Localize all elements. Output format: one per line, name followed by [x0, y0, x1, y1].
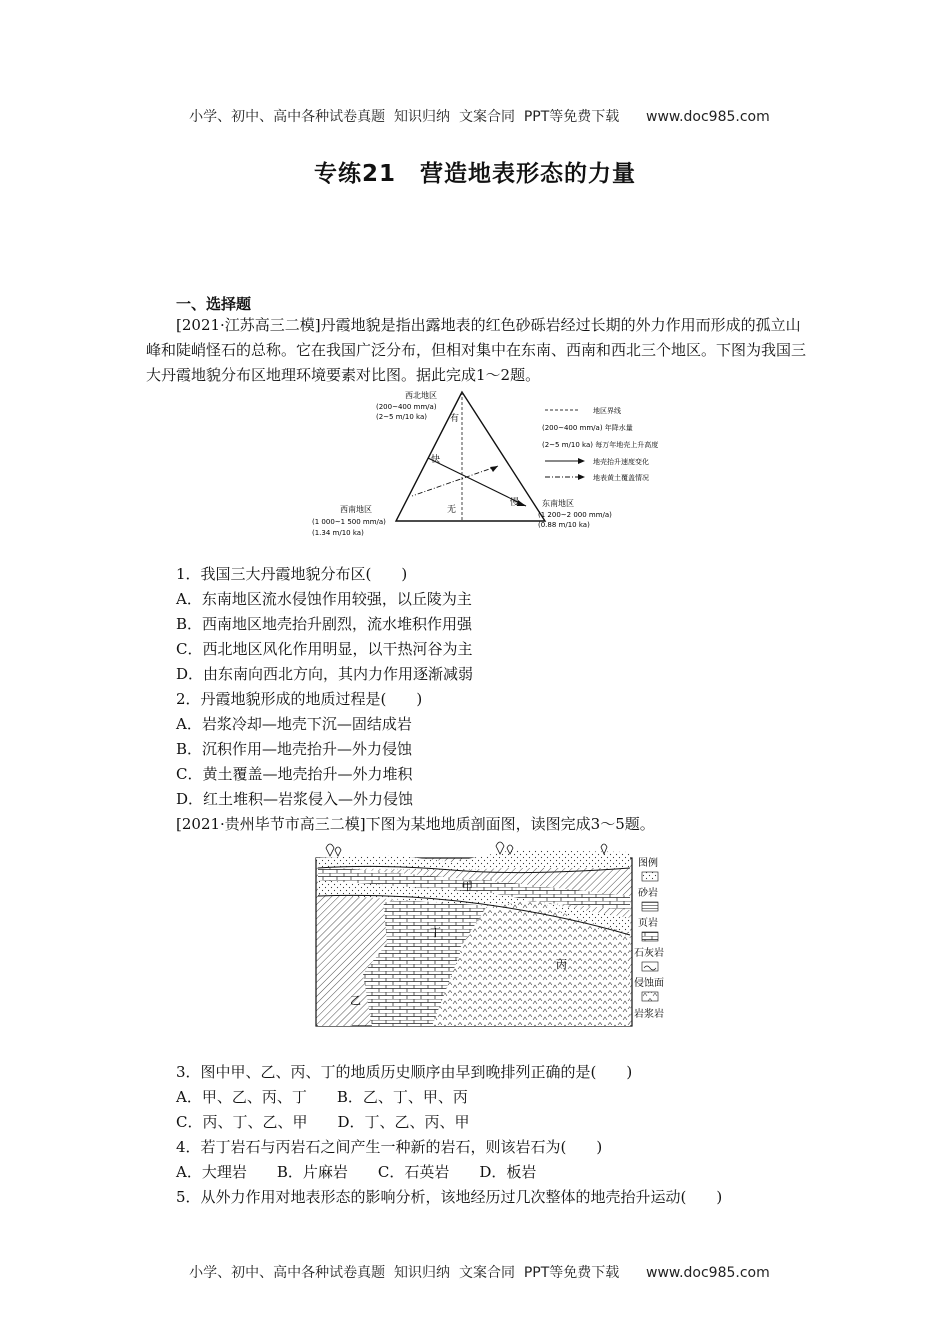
loess-arrowhead [490, 466, 498, 472]
legend-limestone-swatch [642, 932, 658, 941]
q3-stem: 3．图中甲、乙、丙、丁的地质历史顺序由早到晚排列正确的是( ) [176, 1063, 633, 1081]
q2-stem: 2．丹霞地貌形成的地质过程是( ) [176, 690, 423, 708]
footer-url: www.doc985.com [646, 1265, 770, 1281]
passage-1 [146, 313, 810, 388]
label-jia: 甲 [462, 880, 473, 893]
q1-option-c: C．西北地区风化作用明显，以干热河谷为主 [176, 640, 473, 658]
header-url: www.doc985.com [646, 109, 770, 125]
q2-option-c: C．黄土覆盖—地壳抬升—外力堆积 [176, 765, 413, 783]
section-heading: 一、选择题 [176, 295, 252, 313]
q3-options-ab: A．甲、乙、丙、丁 B．乙、丁、甲、丙 [176, 1088, 468, 1106]
legend-magma: 岩浆岩 [634, 1009, 664, 1020]
legend-loess: 地表黄土覆盖情况 [593, 474, 649, 482]
legend-loess-arrowhead [578, 474, 585, 480]
tree-icon [326, 844, 341, 856]
label-se-up: (0.88 m/10 ka) [538, 521, 590, 529]
label-nw-up: (2~5 m/10 ka) [376, 413, 427, 421]
q3-options-cd: C．丙、丁、乙、甲 D．丁、乙、丙、甲 [176, 1113, 470, 1131]
label-yi: 乙 [350, 994, 361, 1007]
figure-danxia-triangle [300, 388, 700, 538]
page-footer [0, 1246, 950, 1282]
legend-shale-swatch [642, 902, 658, 911]
q2-option-b: B．沉积作用—地壳抬升—外力侵蚀 [176, 740, 413, 758]
label-se: 东南地区 [542, 499, 574, 508]
label-se-rain: (1 200~2 000 mm/a) [538, 511, 612, 519]
q5-stem: 5．从外力作用对地表形态的影响分析，该地经历过几次整体的地壳抬升运动( ) [176, 1188, 723, 1206]
legend-arrowhead [578, 458, 585, 464]
legend-magma-swatch [642, 992, 658, 1001]
legend-erosion: 侵蚀面 [634, 978, 664, 989]
legend-boundary: 地区界线 [593, 407, 621, 415]
page-header [0, 90, 950, 126]
passage-2: [2021·贵州毕节市高三二模]下图为某地地质剖面图，读图完成3～5题。 [176, 815, 655, 833]
label-nw-rain: (200~400 mm/a) [376, 403, 437, 411]
legend-shale: 页岩 [638, 918, 658, 929]
legend-erosion-swatch [642, 962, 658, 971]
label-kuai: 快 [431, 455, 441, 465]
legend-sandstone-swatch [642, 872, 658, 881]
loess-cover-line [412, 466, 498, 496]
header-text: 小学、初中、高中各种试卷真题 知识归纳 文案合同 PPT等免费下载 [189, 109, 620, 125]
label-sw-up: (1.34 m/10 ka) [312, 529, 364, 537]
q2-option-a: A．岩浆冷却—地壳下沉—固结成岩 [176, 715, 412, 733]
q4-stem: 4．若丁岩石与丙岩石之间产生一种新的岩石，则该岩石为( ) [176, 1138, 603, 1156]
label-bing: 丙 [556, 958, 567, 971]
legend-rain: (200~400 mm/a) 年降水量 [542, 424, 633, 432]
label-sw-rain: (1 000~1 500 mm/a) [312, 518, 386, 526]
label-nw: 西北地区 [405, 391, 437, 400]
q1-option-a: A．东南地区流水侵蚀作用较强，以丘陵为主 [176, 590, 472, 608]
figure-geologic-section [312, 838, 680, 1030]
q1-option-d: D．由东南向西北方向，其内力作用逐渐减弱 [176, 665, 474, 683]
triangle-outline [396, 392, 545, 521]
legend-limestone: 石灰岩 [634, 948, 664, 959]
page-title: 专练21 营造地表形态的力量 [313, 161, 636, 187]
label-sw: 西南地区 [340, 505, 372, 514]
q4-options: A．大理岩 B．片麻岩 C．石英岩 D．板岩 [176, 1163, 537, 1181]
legend-uplift-change: 地壳抬升速度变化 [593, 458, 649, 466]
label-man: 慢 [510, 498, 520, 508]
legend-title: 图例 [638, 858, 658, 869]
label-you: 有 [450, 414, 460, 424]
layer-top-sandstone [316, 850, 630, 870]
q2-option-d: D．红土堆积—岩浆侵入—外力侵蚀 [176, 790, 414, 808]
q1-option-b: B．西南地区地壳抬升剧烈，流水堆积作用强 [176, 615, 473, 633]
footer-text: 小学、初中、高中各种试卷真题 知识归纳 文案合同 PPT等免费下载 [189, 1265, 620, 1281]
legend-uplift: (2~5 m/10 ka) 每万年地壳上升高度 [542, 441, 659, 449]
passage-1-text: [2021·江苏高三二模]丹霞地貌是指出露地表的红色砂砾岩经过长期的外力作用而形成的孤立山峰和陡峭怪石的总称。它在我国广泛分布，但相对集中在东南、西南和西北三个地区。下图为我国三大丹霞地貌分布区地理环境要素对比图。据此完成1～2题。 [146, 316, 807, 384]
label-ding: 丁 [430, 926, 441, 939]
label-wu: 无 [447, 505, 457, 515]
legend-sandstone: 砂岩 [638, 888, 658, 899]
q1-stem: 1．我国三大丹霞地貌分布区( ) [176, 565, 408, 583]
